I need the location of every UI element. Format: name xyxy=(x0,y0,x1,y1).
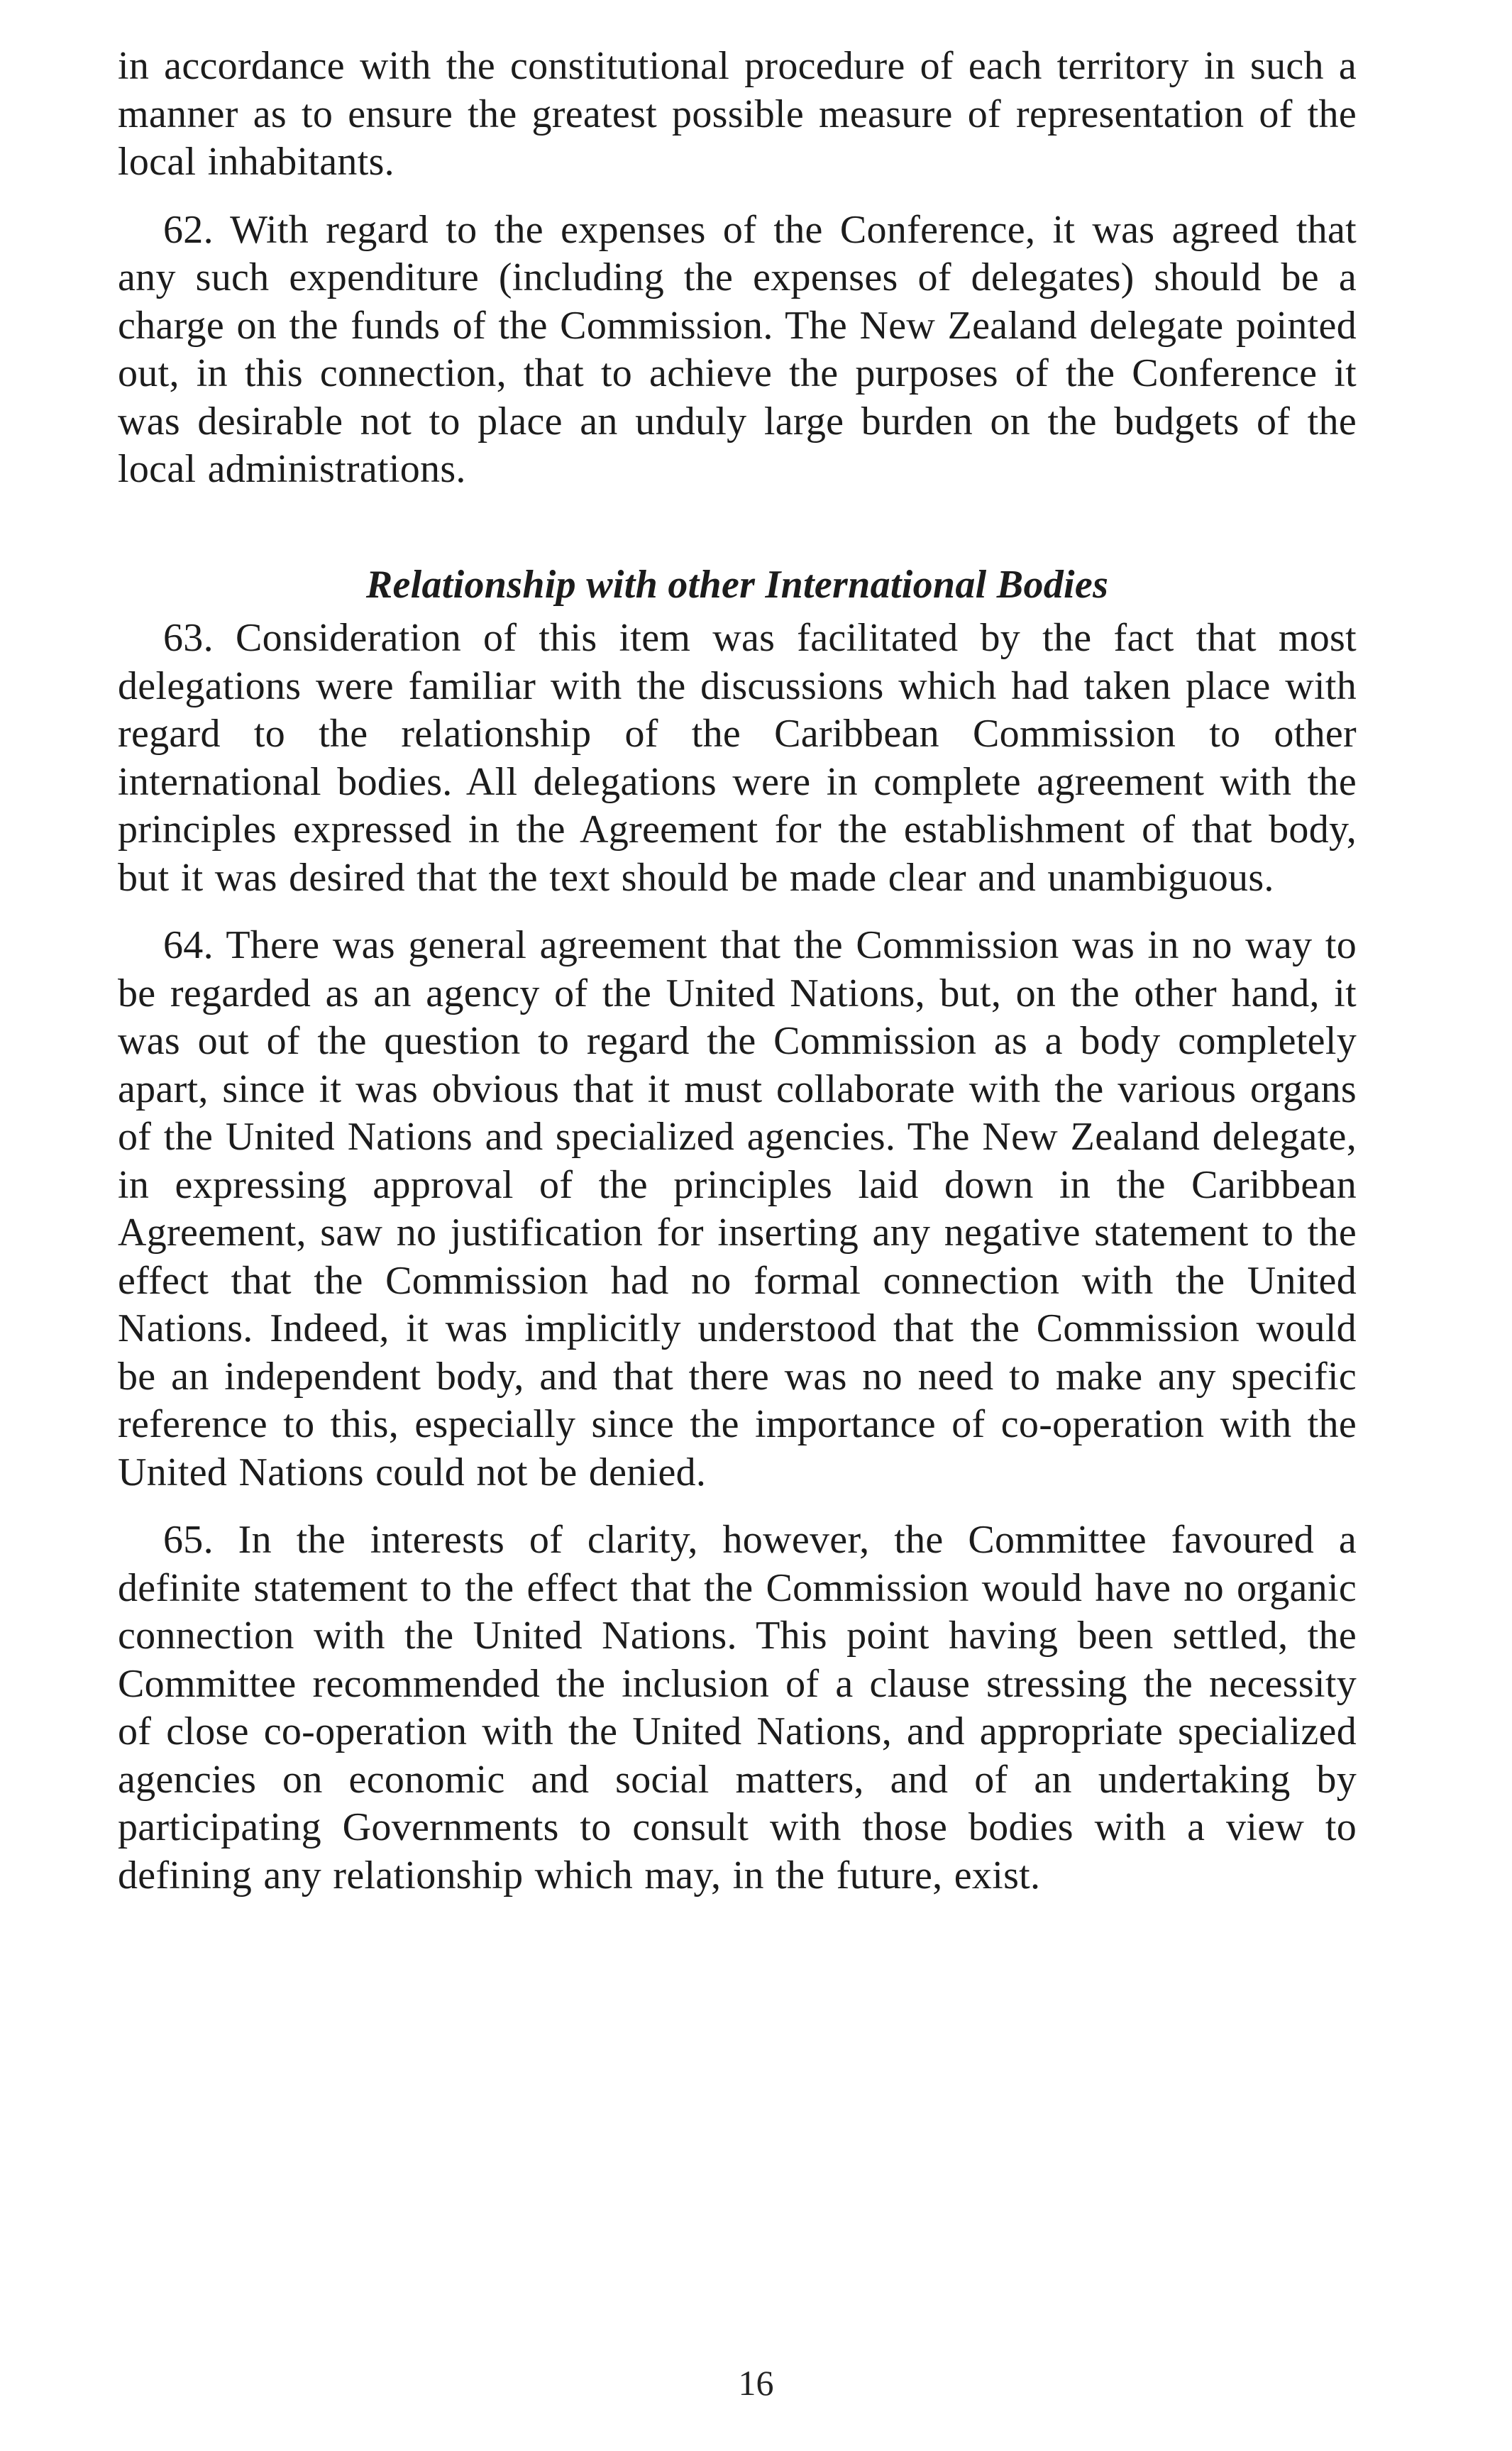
document-page xyxy=(118,43,1357,1900)
paragraph-continuation: in accordance with the constitutional procedure of each territory in such a manner as to ensure the greatest possible measure of representation of the local inhabitants. xyxy=(118,44,1357,184)
paragraph-63: 63. Consideration of this item was facilitated by the fact that most delegations were familiar with the discussions which had taken place with regard to the relationship of the Caribbean Commission to other international bodies. All delegations were in complete agreement with the principles expressed in the Agreement for the establishment of that body, but it was desired that the text should be made clear and unambiguous. xyxy=(118,616,1357,900)
paragraph-62: 62. With regard to the expenses of the Conference, it was agreed that any such expenditure (including the expenses of delegates) should be a charge on the funds of the Commission. The New Zealand delegate pointed out, in this connection, that to achieve the purposes of the Conference it was desirable not to place an unduly large burden on the budgets of the local administrations. xyxy=(118,207,1357,491)
paragraph-64: 64. There was general agreement that the Commission was in no way to be regarded as an agency of the United Nations, but, on the other hand, it was out of the question to regard the Commission as a body completely apart, since it was obvious that it must collaborate with the various organs of the United Nations and specialized agencies. The New Zealand delegate, in expressing approval of the principles laid down in the Caribbean Agreement, saw no justification for inserting any negative statement to the effect that the Commission had no formal connection with the United Nations. Indeed, it was implicitly understood that the Commission would be an independent body, and that there was no need to make any specific reference to this, especially since the importance of co-operation with the United Nations could not be denied. xyxy=(118,923,1357,1494)
paragraph-65: 65. In the interests of clarity, however, the Committee favoured a definite statement to the effect that the Commission would have no organic connection with the United Nations. This point having been settled, the Committee recommended the inclusion of a clause stressing the necessity of close co-operation with the United Nations, and appropriate specialized agencies on economic and social matters, and of an undertaking by participating Governments to consult with those bodies with a view to defining any relationship which may, in the future, exist. xyxy=(118,1518,1357,1898)
section-heading: Relationship with other International Bodies xyxy=(365,562,1109,607)
page-number: 16 xyxy=(738,2363,774,2403)
